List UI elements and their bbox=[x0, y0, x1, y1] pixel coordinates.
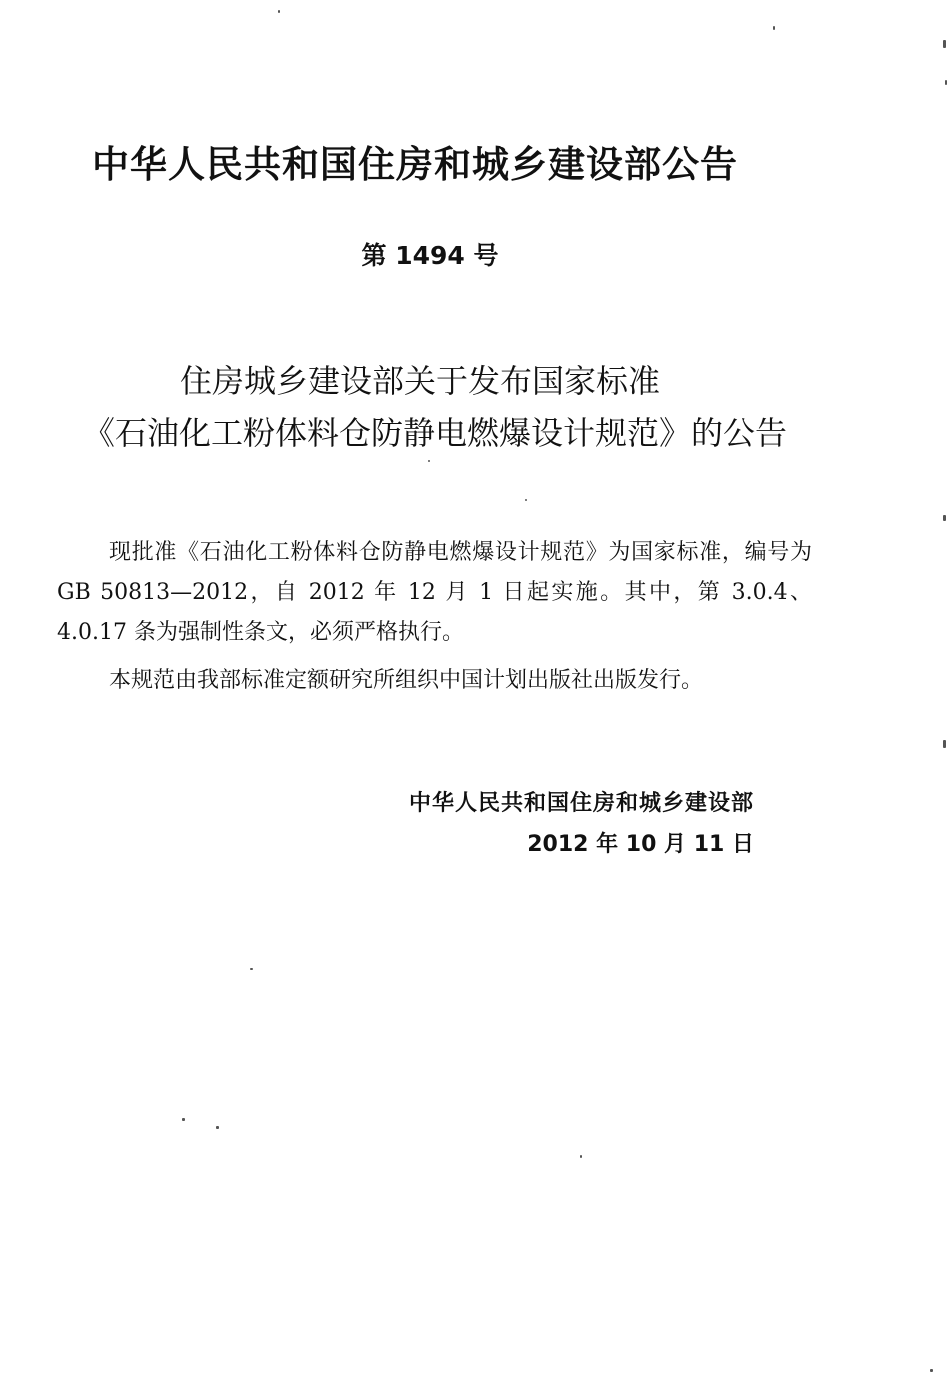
body-paragraph-1: 现批准《石油化工粉体料仓防静电燃爆设计规范》为国家标准，编号为GB 50813—2012，自 2012 年 12 月 1 日起实施。其中，第 3.0.4、4.0.17 条为强制性条文，必须严格执行。 bbox=[57, 540, 812, 645]
scan-speck bbox=[943, 740, 946, 748]
scan-speck bbox=[278, 10, 280, 13]
scan-speck bbox=[428, 460, 430, 462]
subtitle-line-2: 《石油化工粉体料仓防静电燃爆设计规范》的公告 bbox=[82, 414, 787, 452]
scan-speck bbox=[525, 499, 527, 501]
scan-speck bbox=[930, 1369, 933, 1372]
scan-speck bbox=[943, 40, 946, 48]
scan-speck bbox=[580, 1155, 582, 1158]
announcement-number: 第 1494 号 bbox=[361, 241, 499, 270]
body-paragraph-2: 本规范由我部标准定额研究所组织中国计划出版社出版发行。 bbox=[109, 668, 704, 693]
scan-speck bbox=[773, 26, 775, 30]
subtitle-line-1: 住房城乡建设部关于发布国家标准 bbox=[179, 362, 660, 400]
scan-speck bbox=[943, 515, 946, 521]
scan-speck bbox=[250, 968, 253, 970]
issue-date: 2012 年 10 月 11 日 bbox=[527, 832, 754, 857]
announcement-title: 中华人民共和国住房和城乡建设部公告 bbox=[92, 143, 738, 186]
issuing-organization: 中华人民共和国住房和城乡建设部 bbox=[408, 791, 754, 816]
scan-speck bbox=[182, 1118, 185, 1121]
scan-speck bbox=[945, 80, 947, 85]
scan-speck bbox=[216, 1126, 219, 1129]
